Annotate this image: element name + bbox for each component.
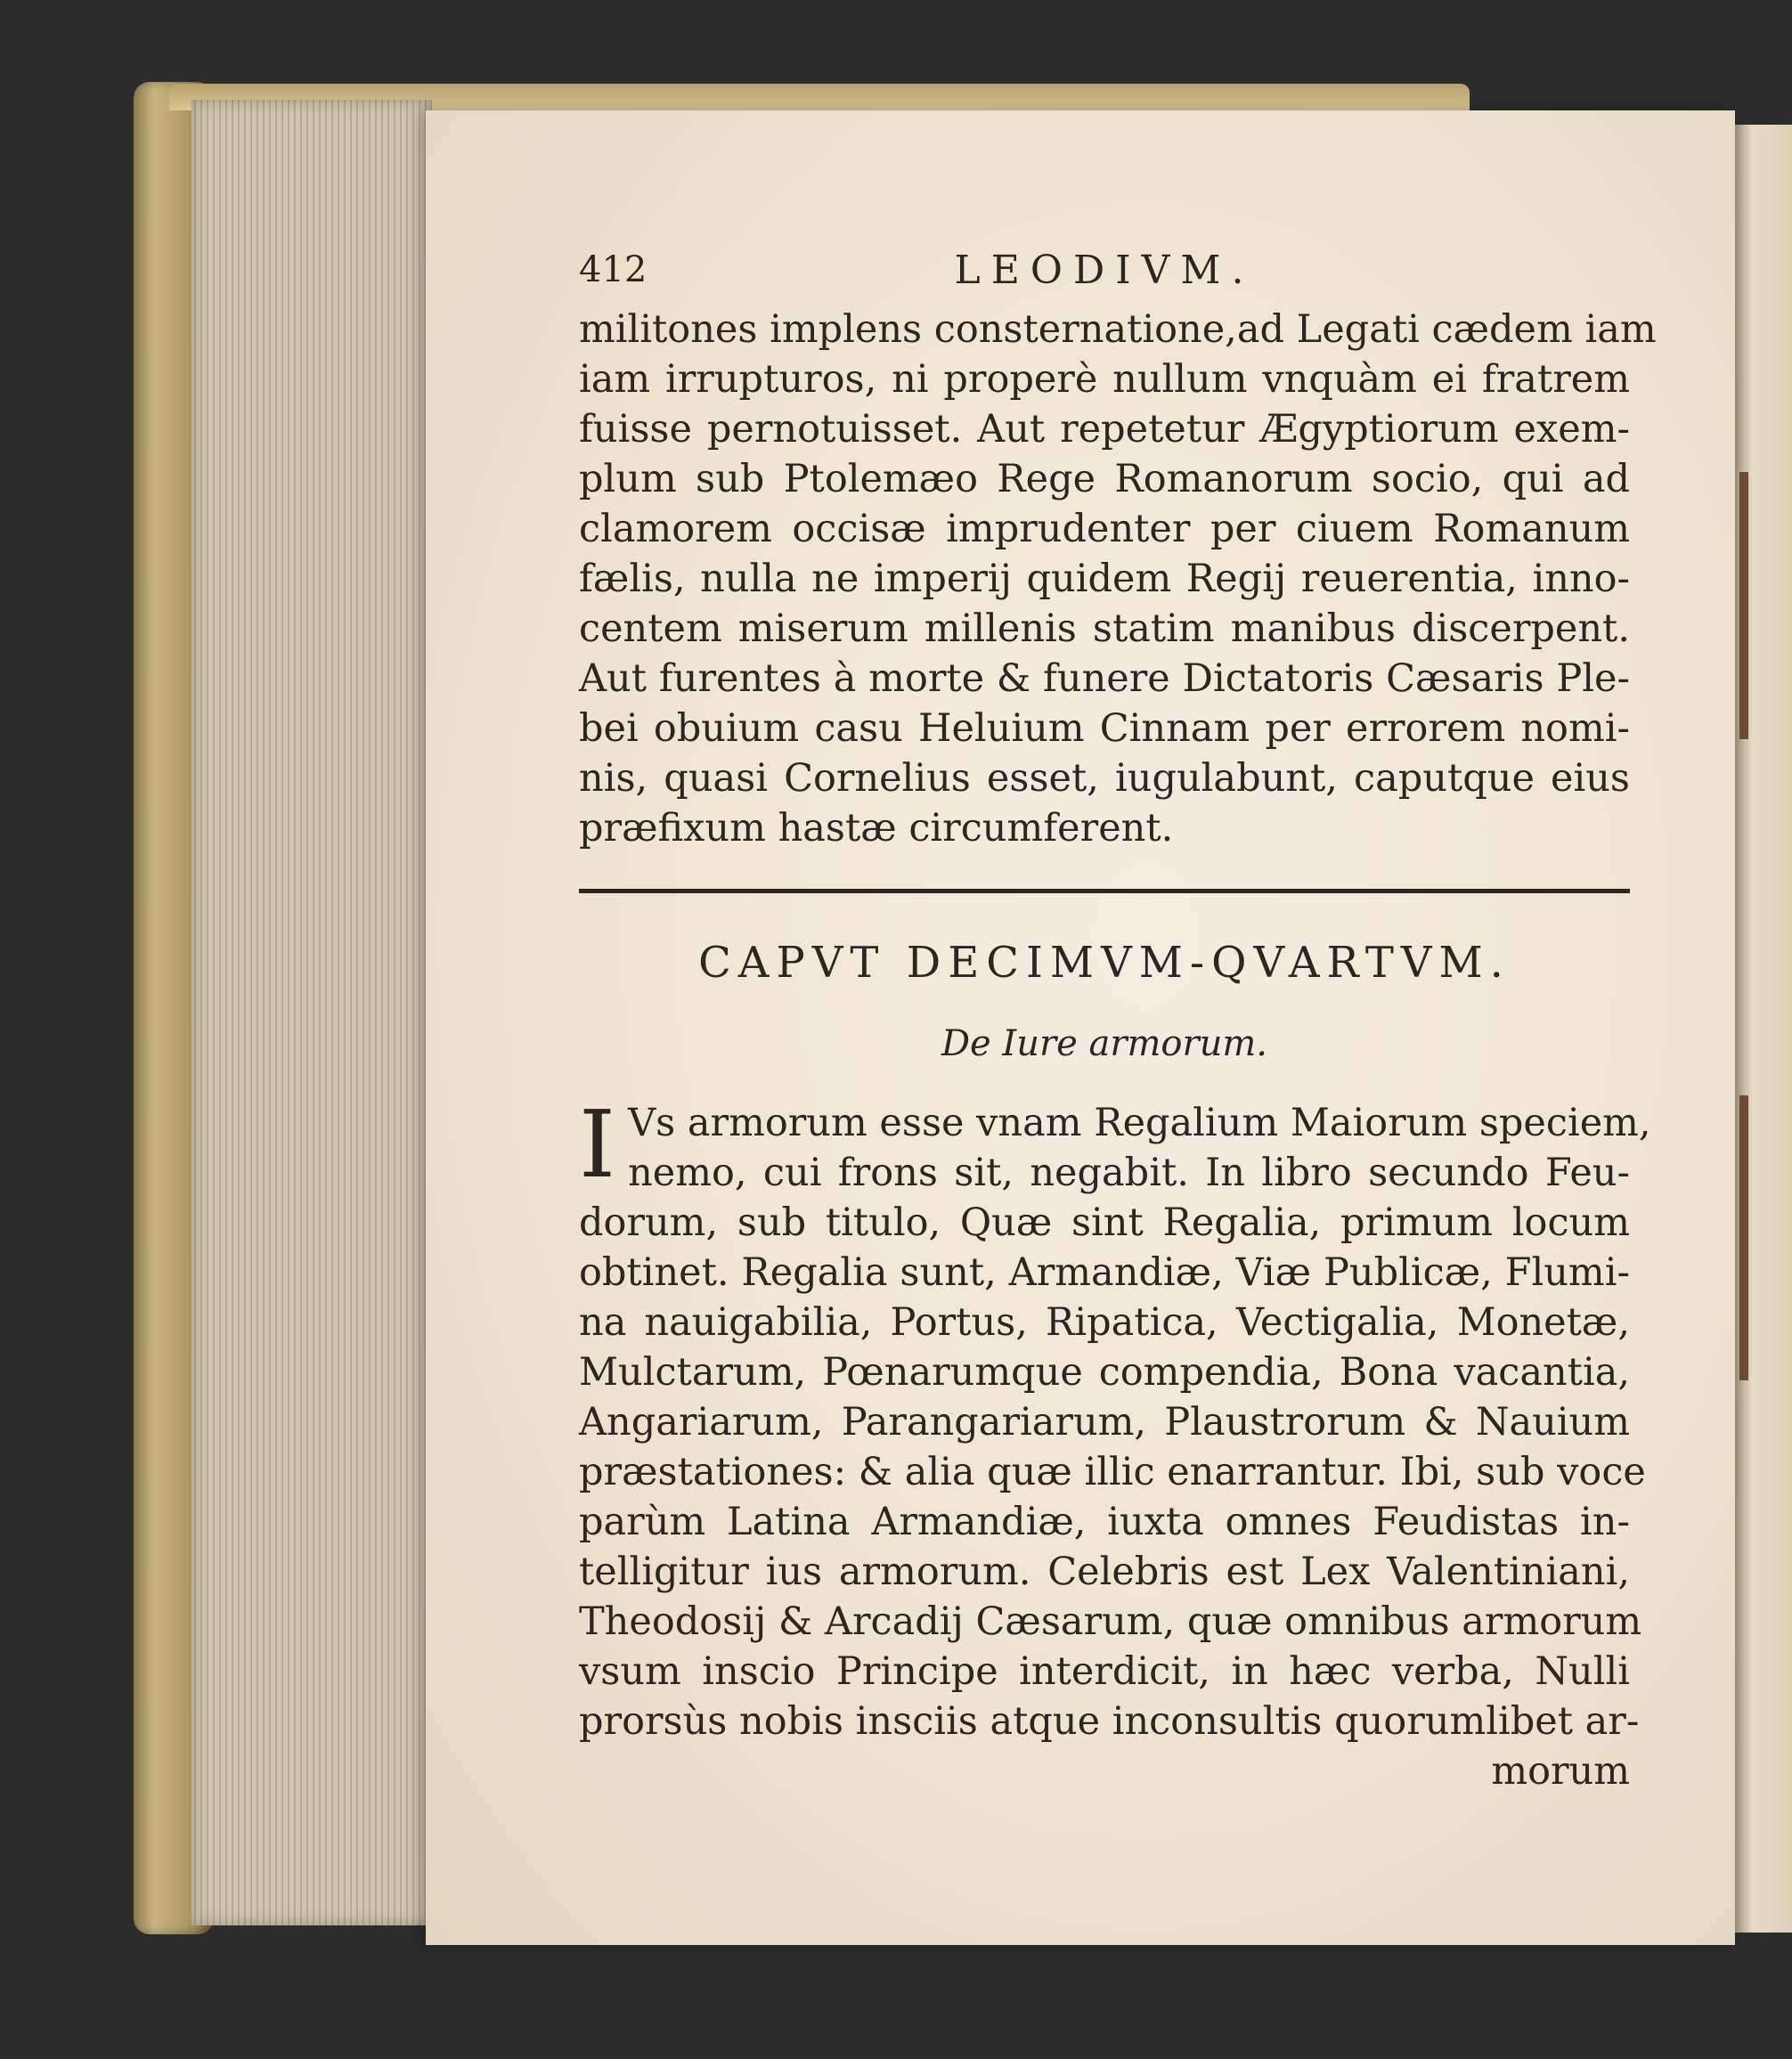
text-line: prorsùs nobis insciis atque inconsultis quorumlibet ar- xyxy=(579,1699,1640,1744)
page-number: 412 xyxy=(579,249,648,290)
text-line: Angariarum, Parangariarum, Plaustrorum & Nauium xyxy=(579,1400,1630,1445)
chapter-subheading: De Iure armorum. xyxy=(941,1023,1268,1064)
facing-page-mark xyxy=(1739,472,1748,739)
text-line: præstationes: & alia quæ illic enarrantur. Ibi, sub voce xyxy=(579,1450,1646,1494)
text-line: telligitur ius armorum. Celebris est Lex Valentiniani, xyxy=(579,1550,1630,1594)
text-line: Vs armorum esse vnam Regalium Maiorum speciem, xyxy=(628,1101,1651,1145)
chapter-heading: CAPVT DECIMVM-QVARTVM. xyxy=(698,938,1511,988)
text-line: plum sub Ptolemæo Rege Romanorum socio, qui ad xyxy=(579,457,1630,501)
text-line: na nauigabilia, Portus, Ripatica, Vectigalia, Monetæ, xyxy=(579,1300,1630,1345)
facing-page-edge xyxy=(1735,125,1792,1933)
text-line: centem miserum millenis statim manibus discerpent. xyxy=(579,606,1630,651)
text-line: parùm Latina Armandiæ, iuxta omnes Feudistas in- xyxy=(579,1500,1630,1544)
text-line: Mulctarum, Pœnarumque compendia, Bona vacantia, xyxy=(579,1350,1630,1395)
text-line: iam irrupturos, ni properè nullum vnquàm ei fratrem xyxy=(579,357,1630,402)
paragraph-2 xyxy=(579,1090,1651,1796)
text-line: obtinet. Regalia sunt, Armandiæ, Viæ Publicæ, Flumi- xyxy=(579,1250,1630,1295)
text-line: clamorem occisæ imprudenter per ciuem Romanum xyxy=(579,507,1630,551)
text-line: dorum, sub titulo, Quæ sint Regalia, primum locum xyxy=(579,1200,1630,1245)
text-line: præfixum hastæ circumferent. xyxy=(579,806,1174,850)
paragraph-1 xyxy=(579,305,1657,853)
text-line: Aut furentes à morte & funere Dictatoris Cæsaris Ple- xyxy=(579,656,1630,701)
page-text xyxy=(579,240,1657,1796)
text-line: Theodosij & Arcadij Cæsarum, quæ omnibus armorum xyxy=(579,1599,1642,1644)
text-line: nemo, cui frons sit, negabit. In libro secundo Feu- xyxy=(628,1151,1630,1195)
section-divider xyxy=(579,889,1630,893)
text-line: bei obuium casu Heluium Cinnam per errorem nomi- xyxy=(579,706,1630,751)
text-line: nis, quasi Cornelius esset, iugulabunt, caputque eius xyxy=(579,756,1630,801)
text-line: vsum inscio Principe interdicit, in hæc verba, Nulli xyxy=(579,1649,1630,1694)
drop-cap: I xyxy=(579,1090,616,1199)
text-line: militones implens consternatione,ad Legati cædem iam xyxy=(579,307,1657,352)
running-title: LEODIVM. xyxy=(954,248,1255,293)
text-line: fælis, nulla ne imperij quidem Regij reuerentia, inno- xyxy=(579,557,1630,601)
catchword: morum xyxy=(1491,1749,1630,1794)
text-line: fuisse pernotuisset. Aut repetetur Ægyptiorum exem- xyxy=(579,407,1630,452)
running-head xyxy=(579,240,1630,305)
facing-page-mark xyxy=(1739,1095,1748,1380)
page-edges xyxy=(191,100,432,1925)
